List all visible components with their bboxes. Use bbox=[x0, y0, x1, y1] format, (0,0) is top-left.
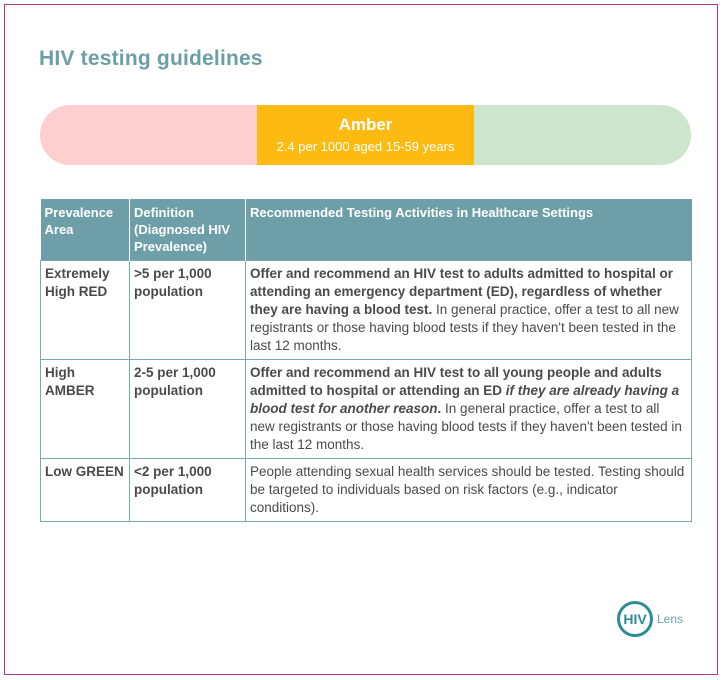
row-definition: 2-5 per 1,000 population bbox=[130, 360, 246, 459]
row-definition: <2 per 1,000 population bbox=[130, 459, 246, 522]
prevalence-segment-green bbox=[474, 105, 691, 165]
row-area: Low GREEN bbox=[41, 459, 130, 522]
row-recommendation bbox=[246, 459, 692, 522]
testing-guidelines-table bbox=[40, 199, 692, 522]
amber-sublabel: 2.4 per 1000 aged 15-59 years bbox=[276, 138, 455, 154]
logo-text: Lens bbox=[657, 612, 684, 626]
row-recommendation bbox=[246, 360, 692, 459]
hiv-logo-icon: HIV bbox=[617, 601, 653, 637]
recommendation-bold-text: Offer and recommend an HIV test to adults admitted to hospital or attending an emergency department (ED), regardless of whether they are having a blood test. bbox=[250, 266, 674, 317]
page-title: HIV testing guidelines bbox=[39, 47, 263, 70]
amber-label: Amber bbox=[338, 114, 393, 134]
table-row bbox=[41, 360, 692, 459]
header-prevalence-area: Prevalence Area bbox=[41, 199, 130, 261]
row-area: Extremely High RED bbox=[41, 261, 130, 360]
header-recommended-activities: Recommended Testing Activities in Healthcare Settings bbox=[246, 199, 692, 261]
header-definition: Definition (Diagnosed HIV Prevalence) bbox=[130, 199, 246, 261]
prevalence-segment-amber bbox=[257, 105, 474, 165]
table-row bbox=[41, 459, 692, 522]
row-definition: >5 per 1,000 population bbox=[130, 261, 246, 360]
row-area: High AMBER bbox=[41, 360, 130, 459]
recommendation-text: People attending sexual health services should be tested. Testing should be targeted to individuals based on risk factors (e.g., indicator conditions). bbox=[250, 464, 685, 515]
table-header-row bbox=[41, 199, 692, 261]
recommendation-text: In general practice, offer a test to all new registrants or those having blood tests if they haven't been tested in the last 12 months. bbox=[250, 401, 682, 452]
table-row bbox=[41, 261, 692, 360]
row-recommendation bbox=[246, 261, 692, 360]
recommendation-text: In general practice, offer a test to all new registrants or those having blood tests if they haven't been tested in the last 12 months. bbox=[250, 302, 679, 353]
prevalence-segment-red bbox=[40, 105, 257, 165]
recommendation-bold-end: . bbox=[437, 401, 442, 416]
recommendation-bold-italic-text: if they are already having a blood test for another reason bbox=[250, 383, 680, 416]
page-frame bbox=[4, 4, 718, 675]
prevalence-bar bbox=[40, 105, 691, 165]
recommendation-bold-text: Offer and recommend an HIV test to all young people and adults admitted to hospital or attending an ED bbox=[250, 365, 662, 398]
hiv-lens-logo bbox=[617, 601, 683, 637]
